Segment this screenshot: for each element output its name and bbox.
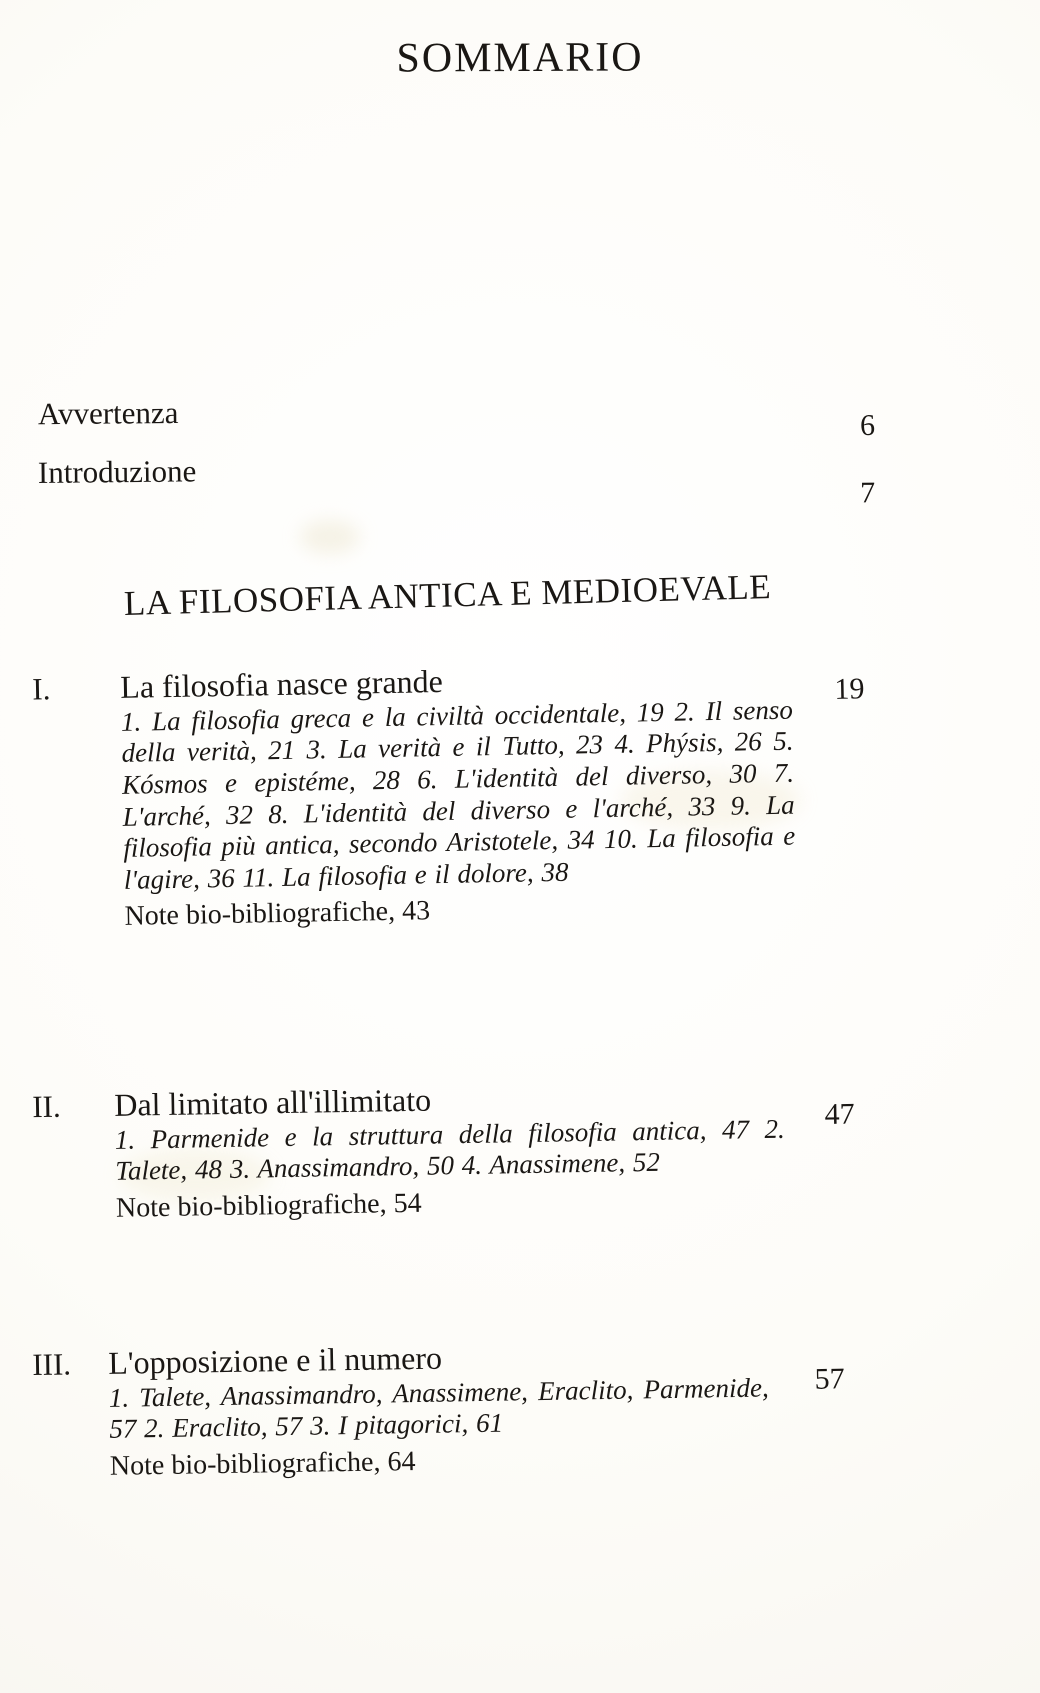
- part-heading: LA FILOSOFIA ANTICA E MEDIOEVALE: [123, 567, 772, 623]
- chapter-numeral: III.: [32, 1346, 72, 1383]
- chapter-notes-line: Note bio-bibliografiche, 43: [124, 895, 431, 933]
- chapter-page-number: 19: [834, 672, 865, 706]
- front-matter-page-number: 6: [859, 408, 876, 443]
- chapter-title: La filosofia nasce grande: [119, 662, 444, 705]
- front-matter-row[interactable]: [38, 388, 998, 454]
- chapter-entry[interactable]: [24, 1331, 1024, 1482]
- chapter-entry[interactable]: [24, 653, 1024, 933]
- chapter-title: L'opposizione e il numero: [107, 1339, 443, 1381]
- chapter-section-list: 1. Parmenide e la struttura della filosofia antica, 47 2. Talete, 48 3. Anassimandro, 50 4. Anassimene, 52: [114, 1113, 786, 1187]
- page-title: SOMMARIO: [396, 34, 644, 82]
- chapter-page-number: 57: [814, 1362, 845, 1396]
- chapter-notes-line: Note bio-bibliografiche, 54: [115, 1187, 422, 1224]
- front-matter-list: [38, 392, 998, 508]
- front-matter-row[interactable]: [38, 445, 999, 513]
- chapter-entry[interactable]: [24, 1073, 1024, 1224]
- chapter-section-list: 1. Talete, Anassimandro, Anassimene, Eraclito, Parmenide, 57 2. Eraclito, 57 3. I pitagorici, 61: [108, 1372, 769, 1445]
- chapter-numeral: II.: [32, 1088, 62, 1125]
- chapter-title: Dal limitato all'illimitato: [113, 1081, 432, 1123]
- front-matter-label: Introduzione: [37, 453, 197, 491]
- chapter-section-list: 1. La filosofia greca e la civiltà occidentale, 19 2. Il senso della verità, 21 3. La verità e il Tutto, 23 4. Phýsis, 26 5. Kósmos e epistéme, 28 6. L'identità del diverso, 30 7. L'arché, 32 8. L'identità del diverso e l'arché, 33 9. La filosofia più antica, secondo Aristotele, 34 10. La filosofia e l'agire, 36 11. La filosofia e il dolore, 38: [120, 694, 796, 895]
- front-matter-label: Avvertenza: [37, 394, 179, 432]
- front-matter-page-number: 7: [859, 476, 876, 510]
- chapter-page-number: 47: [824, 1097, 855, 1132]
- chapter-notes-line: Note bio-bibliografiche, 64: [109, 1445, 416, 1482]
- chapter-numeral: I.: [32, 671, 51, 707]
